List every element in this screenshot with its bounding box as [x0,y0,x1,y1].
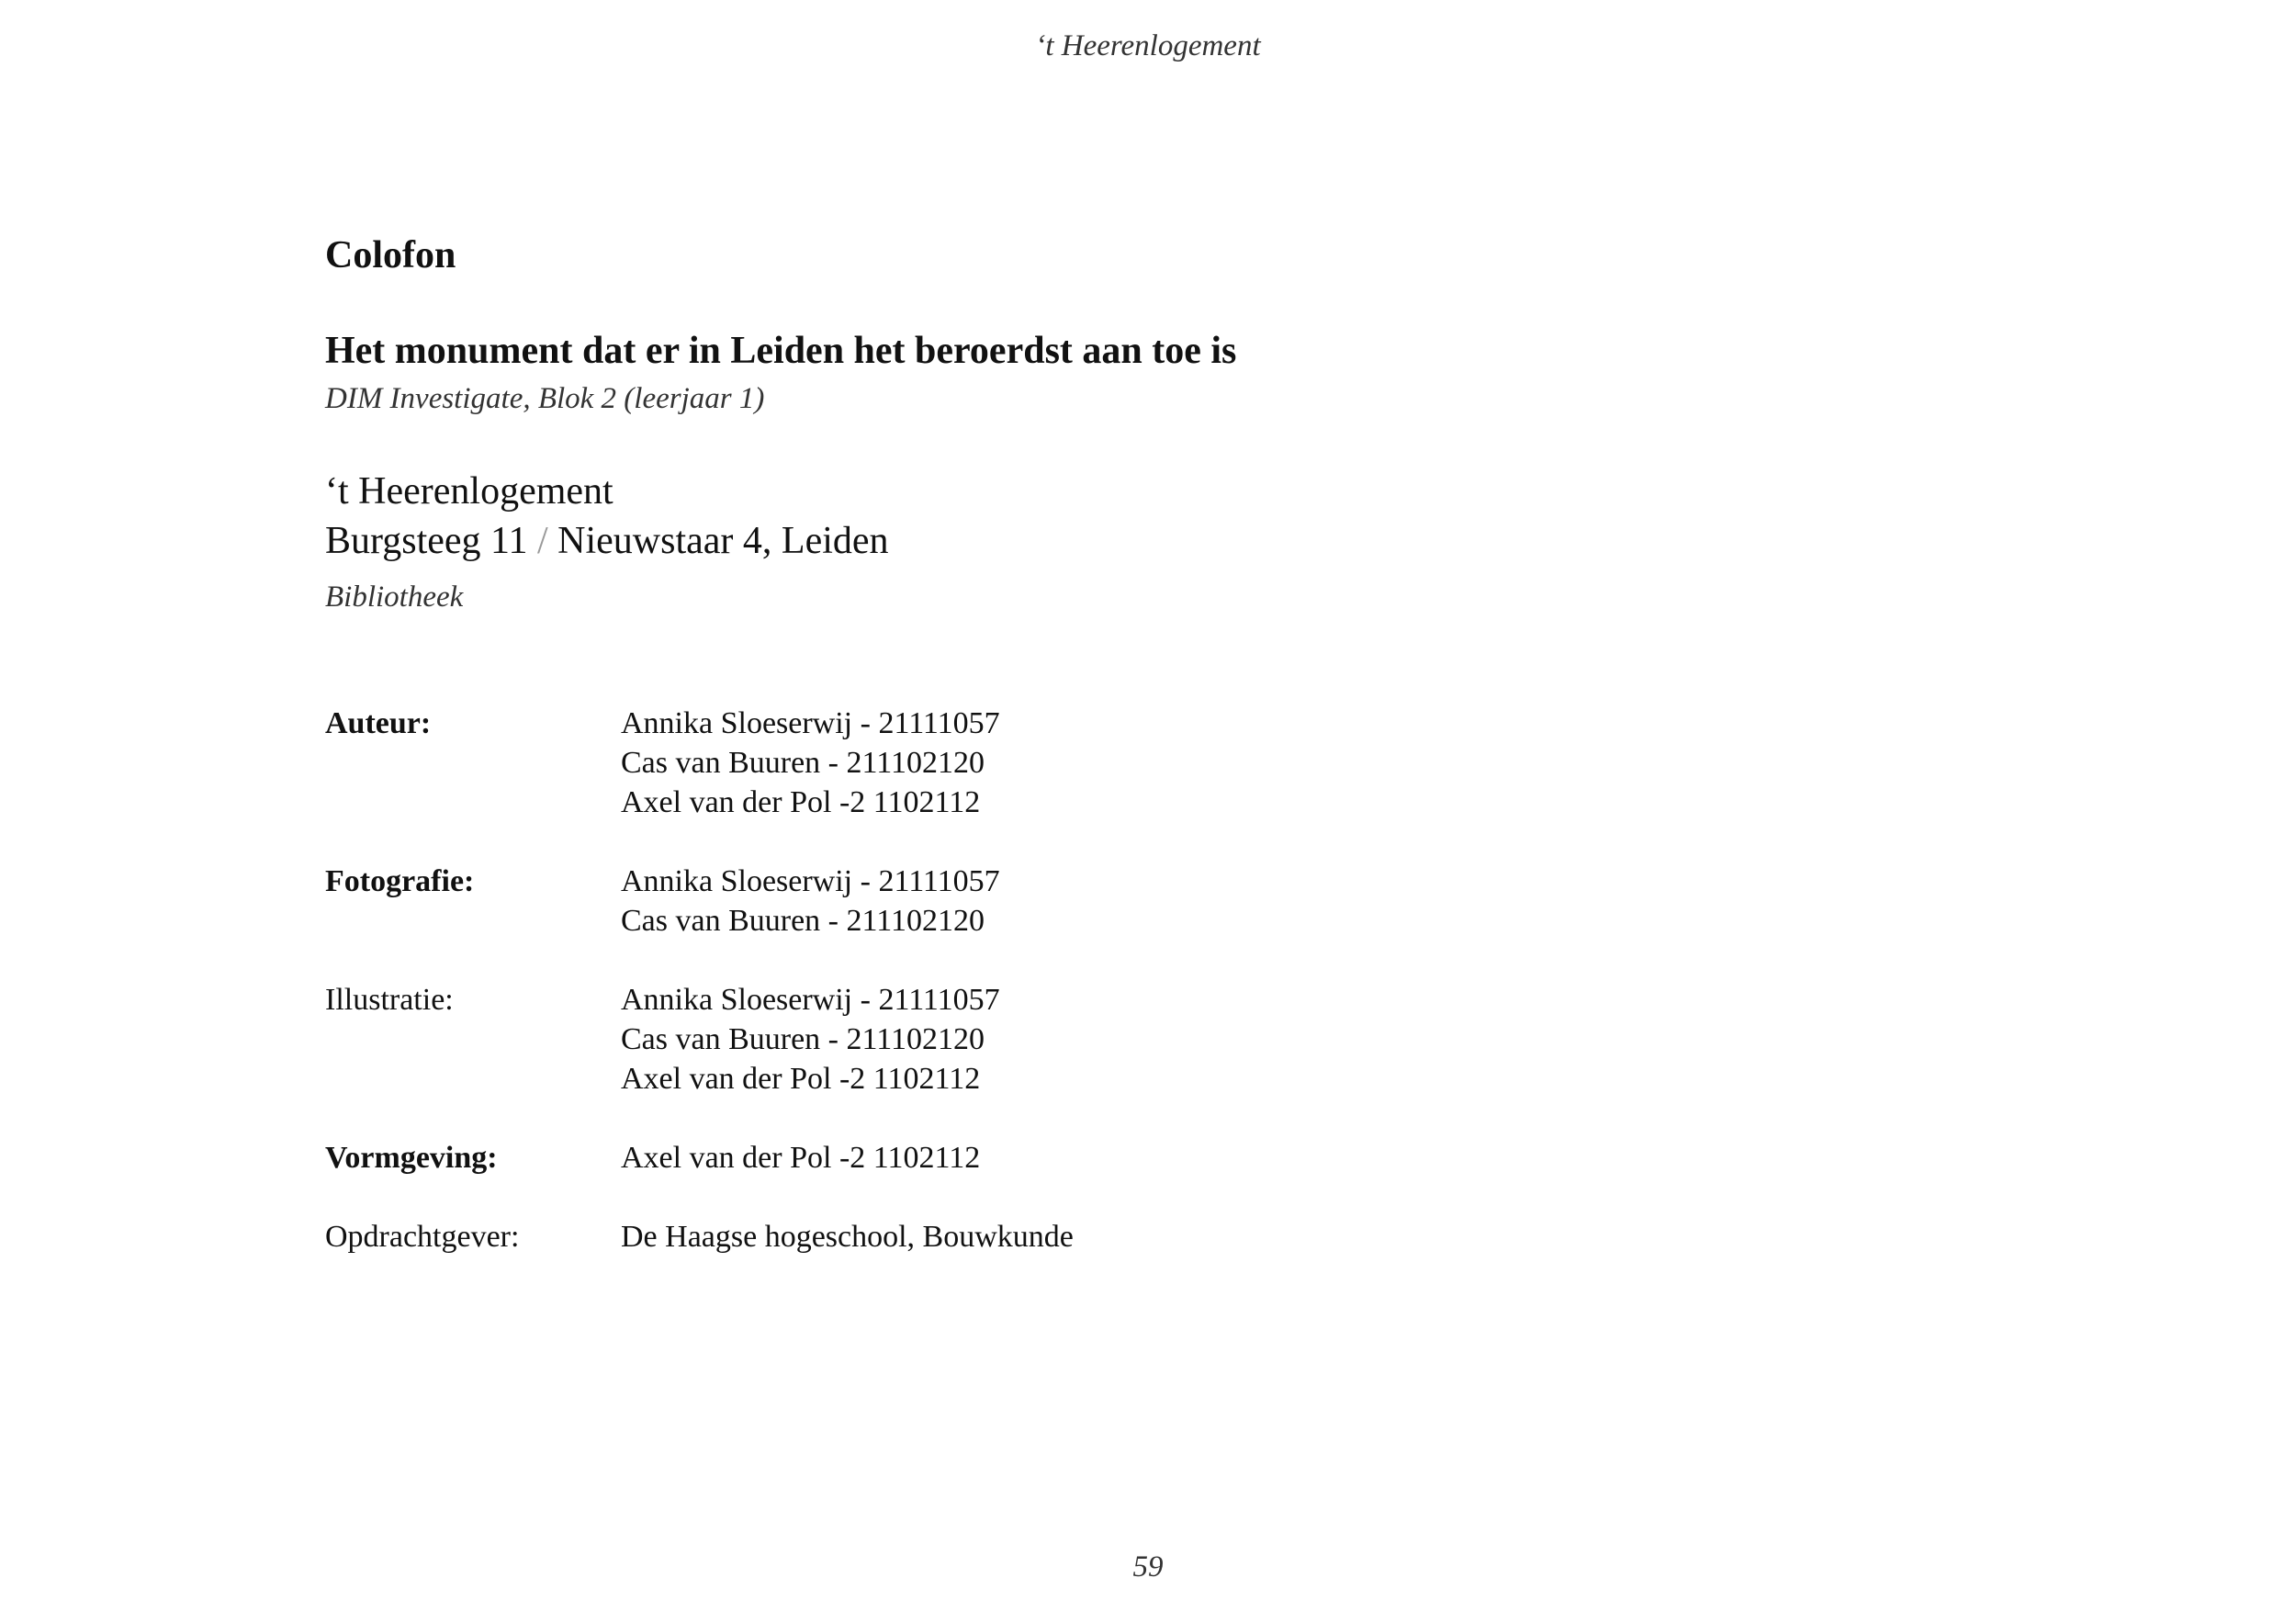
credit-label-vormgeving: Vormgeving: [325,1141,498,1175]
credit-label-auteur: Auteur: [325,706,432,740]
credit-value: Annika Sloeserwij - 21111057 [621,864,1000,898]
credit-value: Axel van der Pol -2 1102112 [621,785,981,819]
running-header: ‘t Heerenlogement [1035,29,1261,62]
credit-value: Cas van Buuren - 211102120 [621,1022,985,1056]
credit-label-illustratie: Illustratie: [325,983,454,1017]
credit-values-fotografie [621,862,1000,941]
colofon-heading: Colofon [325,234,456,276]
credit-label-fotografie: Fotografie: [325,864,475,898]
project-subtitle: DIM Investigate, Blok 2 (leerjaar 1) [325,382,765,415]
page-number: 59 [1132,1550,1164,1584]
credit-row-illustratie [325,980,1886,1099]
credit-value: Axel van der Pol -2 1102112 [621,1062,981,1096]
credit-value: Cas van Buuren - 211102120 [621,746,985,780]
credit-value: De Haagse hogeschool, Bouwkunde [621,1220,1074,1254]
address-street: Burgsteeg 11 [325,520,528,562]
credit-row-fotografie [325,862,1886,941]
credit-values-illustratie [621,980,1000,1099]
credit-value: Cas van Buuren - 211102120 [621,904,985,938]
credit-values-vormgeving [621,1138,980,1178]
credit-value: Axel van der Pol -2 1102112 [621,1141,981,1175]
building-name: ‘t Heerenlogement [325,470,613,513]
credit-row-opdrachtgever [325,1217,1886,1257]
credit-row-vormgeving [325,1138,1886,1178]
address-secondary: Nieuwstaar 4, Leiden [557,520,889,562]
building-function: Bibliotheek [325,580,464,614]
project-title: Het monument dat er in Leiden het beroerdst aan toe is [325,330,1237,372]
credit-row-auteur [325,704,1886,822]
credit-values-opdrachtgever [621,1217,1074,1257]
credit-values-auteur [621,704,1000,822]
credit-label-opdrachtgever: Opdrachtgever: [325,1220,520,1254]
credits-list [325,704,1886,1257]
colofon-content [325,230,1886,1296]
building-address [325,516,1886,566]
address-separator: / [536,520,548,562]
credit-value: Annika Sloeserwij - 21111057 [621,706,1000,740]
credit-value: Annika Sloeserwij - 21111057 [621,983,1000,1017]
